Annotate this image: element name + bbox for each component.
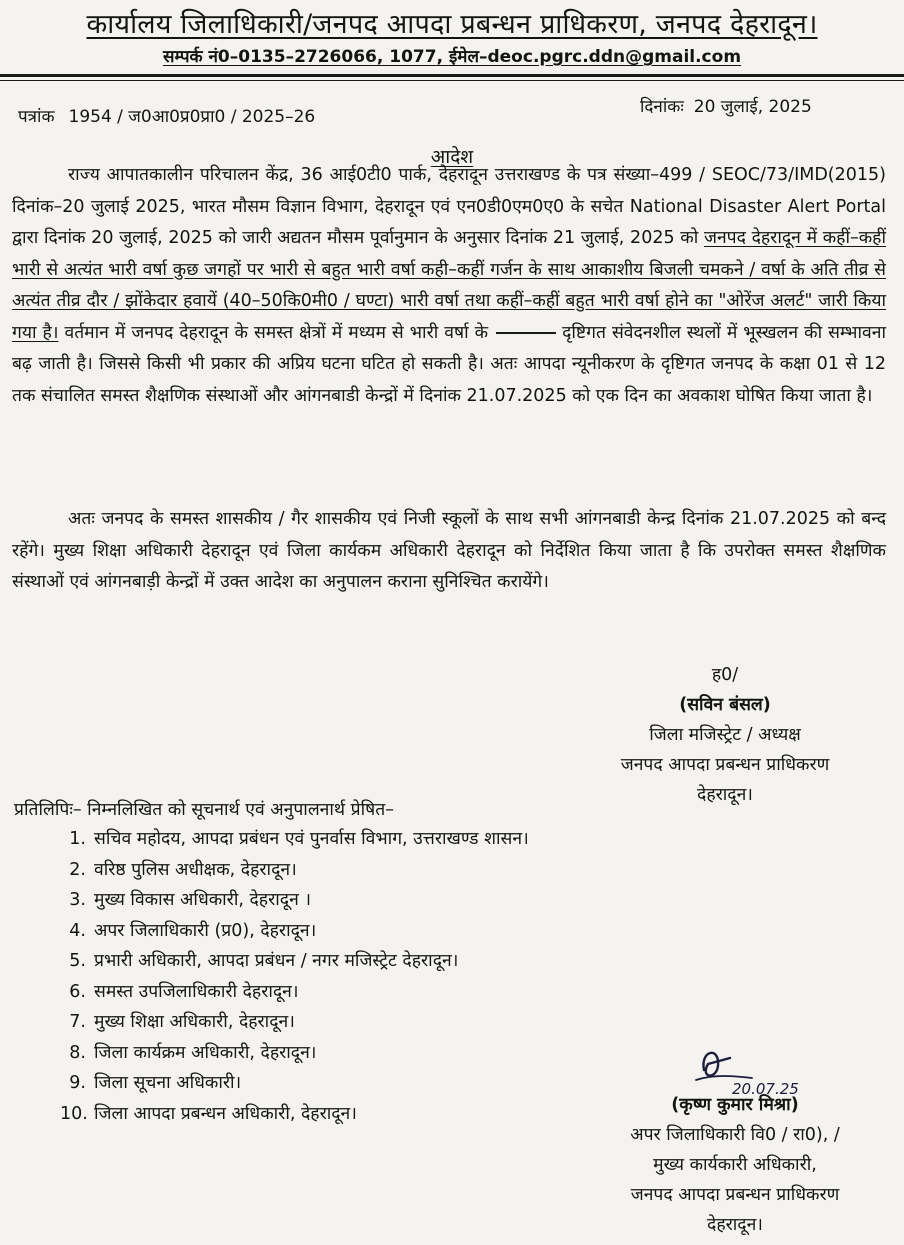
signatory-place: देहरादून। [697,785,753,805]
signatory2-place: देहरादून। [707,1215,763,1235]
order-heading: आदेश [430,146,474,168]
signatory-designation: जिला मजिस्ट्रेट / अध्यक्ष [649,725,801,745]
signatory2-role: मुख्य कार्यकारी अधिकारी, [653,1155,817,1175]
signatory2-name: (कृष्ण कुमार मिश्रा) [671,1095,799,1115]
date-value: 20 जुलाई, 2025 [693,97,812,117]
order-paragraph-1 [12,160,886,412]
list-item: 3. मुख्य विकास अधिकारी, देहरादून । [69,890,311,910]
list-item: 7. मुख्य शिक्षा अधिकारी, देहरादून। [69,1012,295,1032]
signature-block-adm [600,1090,870,1240]
office-title: कार्यालय जिलाधिकारी/जनपद आपदा प्रबन्धन प्राधिकरण, जनपद देहरादून। [86,9,818,40]
signature-block-dm [585,660,865,810]
signatory2-authority: जनपद आपदा प्रबन्धन प्राधिकरण [630,1185,840,1205]
list-item: 2. वरिष्ठ पुलिस अधीक्षक, देहरादून। [69,859,297,880]
order-paragraph-2: अतः जनपद के समस्त शासकीय / गैर शासकीय एवं निजी स्कूलों के साथ सभी आंगनबाडी केन्द्र दिनांक 21.07.2025 को बन्द रहेंगे। मुख्य शिक्षा अधिकारी देहरादून एवं जिला कार्यकम अधिकारी देहरादून को निर्देशित किया जाता है कि उपरोक्त समस्त शैक्षणिक संस्थाओं एवं आंगनबाड़ी केन्द्रों में उक्त आदेश का अनुपालन कराना सुनिश्चित करायेंगे। [12,509,886,592]
order-date [640,94,812,117]
reference-label: पत्रांक [18,107,55,127]
list-item: 6. समस्त उपजिलाधिकारी देहरादून। [69,981,299,1002]
handwritten-date: 20.07.25 [732,1080,799,1098]
copy-to-list [60,824,529,1129]
header-rule-thin [0,80,904,81]
list-item: 10. जिला आपदा प्रबन्धन अधिकारी, देहरादून। [60,1103,357,1124]
list-item: 1. सचिव महोदय, आपदा प्रबंधन एवं पुनर्वास विभाग, उत्तराखण्ड शासन। [69,829,529,849]
office-contact: सम्पर्क नं0–0135–2726066, 1077, ईमेल–deoc.pgrc.ddn@gmail.com [162,47,742,67]
list-item: 4. अपर जिलाधिकारी (प्र0), देहरादून। [69,920,317,941]
para1-text-a: राज्य आपातकालीन परिचालन केंद्र, 36 आई0टी0 पार्क, देहरादून उत्तराखण्ड के पत्र संख्या–499 / SEOC/73/IMD(2015) दिनांक–20 जुलाई 2025, भारत मौसम विज्ञान विभाग, देहरादून एवं एन0डी0एम0ए0 के सचेत National Disaster Alert Portal द्वारा दिनांक 20 जुलाई, 2025 को जारी अद्यतन मौसम पूर्वानुमान के अनुसार दिनांक 21 जुलाई, 2025 को [12,165,886,248]
signatory-authority: जनपद आपदा प्रबन्धन प्राधिकरण [620,755,830,775]
reference-number [18,104,315,127]
signed-mark: ह0/ [711,665,739,685]
list-item: 8. जिला कार्यक्रम अधिकारी, देहरादून। [69,1042,317,1063]
reference-value: 1954 / ज0आ0प्र0प्रा0 / 2025–26 [68,107,316,127]
copy-to-intro: प्रतिलिपिः– निम्नलिखित को सूचनार्थ एवं अनुपालनार्थ प्रेषित– [14,800,394,820]
signatory2-designation: अपर जिलाधिकारी वि0 / रा0), / [630,1125,840,1145]
para1-text-c: दृष्टिगत संवेदनशील स्थलों में भूस्खलन की सम्भावना बढ़ जाती है। जिससे किसी भी प्रकार की अप्रिय घटना घटित हो सकती है। अतः आपदा न्यूनीकरण के दृष्टिगत जनपद के कक्षा 01 से 12 तक संचालित समस्त शैक्षणिक संस्थाओं और आंगनबाडी केन्द्रों में दिनांक 21.07.2025 को एक दिन का अवकाश घोषित किया जाता है। [12,322,886,406]
list-item: 9. जिला सूचना अधिकारी। [69,1073,242,1093]
header-rule [0,74,904,77]
signatory-name: (सविन बंसल) [679,695,771,715]
list-item: 5. प्रभारी अधिकारी, आपदा प्रबंधन / नगर मजिस्ट्रेट देहरादून। [69,951,459,971]
continuation-dash [496,332,556,334]
date-label: दिनांकः [640,97,684,117]
para1-text-b: वर्तमान में जनपद देहरादून के समस्त क्षेत्रों में मध्यम से भारी वर्षा के [58,322,489,343]
orange-alert-highlight: जनपद देहरादून में कहीं–कहीं भारी से अत्यंत भारी वर्षा कुछ जगहों पर भारी से बहुत भारी वर्षा कही–कहीं गर्जन के साथ आकाशीय बिजली चमकने / वर्षा के अति तीव्र से अत्यंत तीव्र दौर / झोंकेदार हवायें (40–50कि0मी0 / घण्टा) भारी वर्षा तथा कहीं–कहीं बहुत भारी वर्षा होने का "ओरेंज अलर्ट" जारी किया गया है। [12,228,887,343]
